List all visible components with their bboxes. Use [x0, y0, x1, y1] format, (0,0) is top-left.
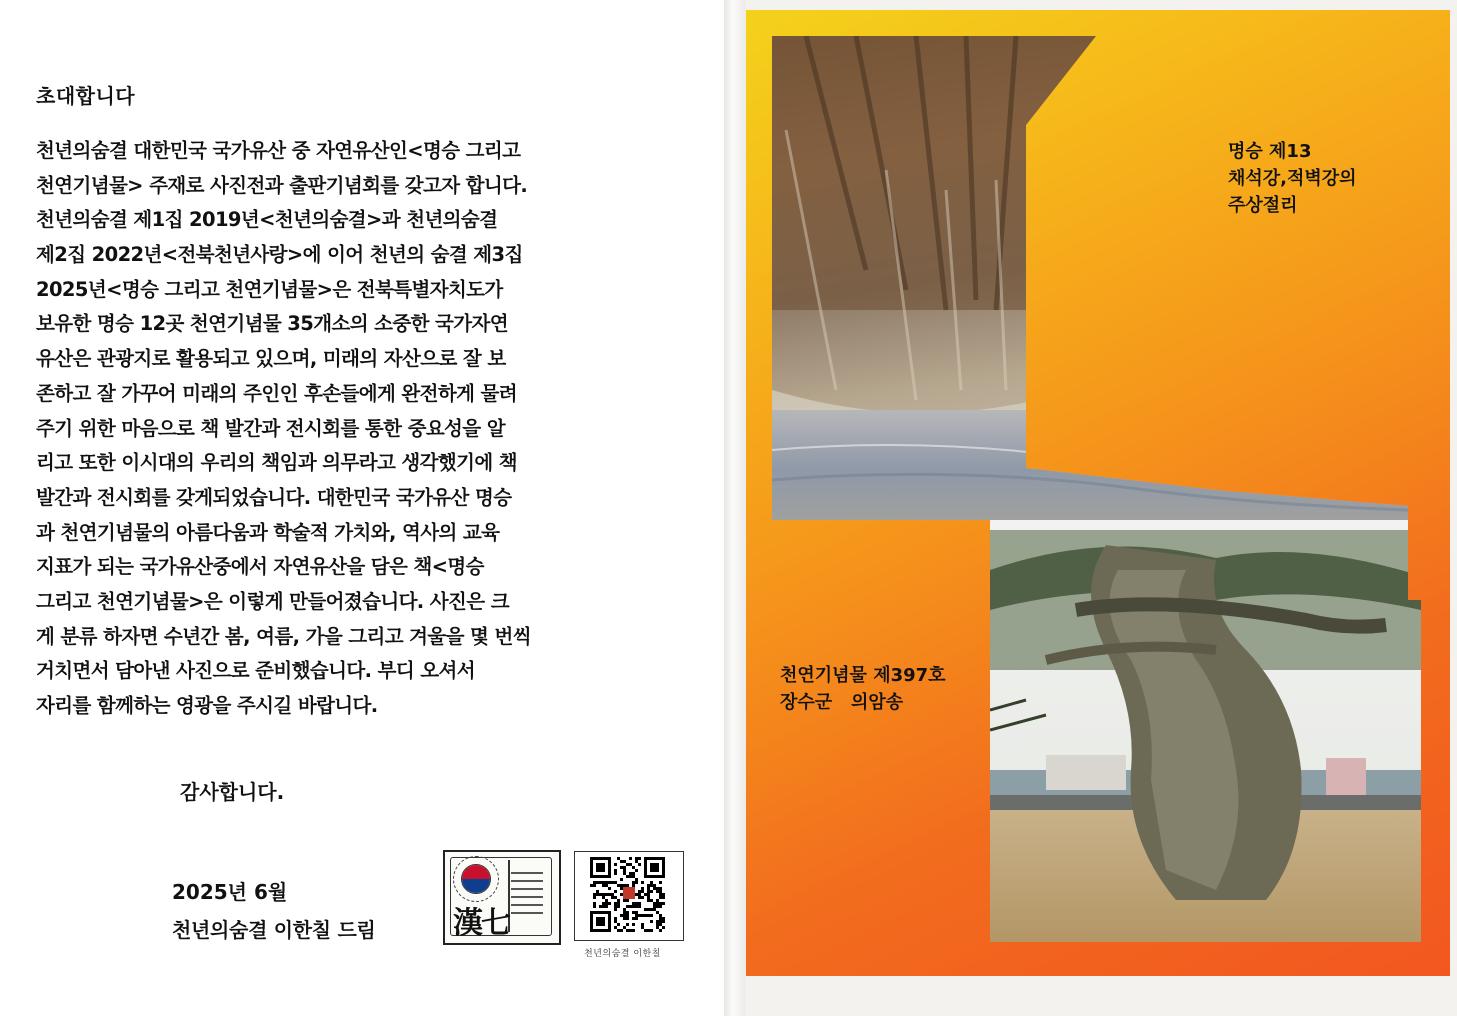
cliff-photo [746, 10, 1450, 530]
upper-caption-line: 명승 제13 [1228, 141, 1312, 162]
body-line: 보유한 명승 12곳 천연기념물 35개소의 소중한 국가자연 [36, 312, 508, 336]
lower-caption-line: 장수군 의암송 [780, 692, 904, 713]
taeguk-emblem-icon [461, 864, 491, 894]
lower-caption-line: 천연기념물 제397호 [780, 665, 946, 686]
body-line: 천연기념물> 주재로 사진전과 출판기념회를 갖고자 합니다. [36, 173, 528, 197]
body-line: 게 분류 하자면 수년간 봄, 여름, 가을 그리고 겨울을 몇 번씩 [36, 624, 531, 648]
body-line: 그리고 천연기념물>은 이렇게 만들어졌습니다. 사진은 크 [36, 589, 509, 613]
body-line: 천년의숨결 대한민국 국가유산 중 자연유산인<명승 그리고 [36, 139, 521, 162]
seal-characters: 漢七 [453, 906, 509, 941]
invitation-body [36, 134, 696, 724]
qr-code[interactable] [574, 851, 684, 941]
body-line: 2025년<명승 그리고 천연기념물>은 전북특별자치도가 [36, 277, 503, 301]
body-line: 리고 또한 이시대의 우리의 책임과 의무라고 생각했기에 책 [36, 451, 518, 475]
body-line: 지표가 되는 국가유산중에서 자연유산을 담은 책<명승 [36, 555, 484, 579]
right-page [746, 10, 1450, 976]
qr-caption: 천년의숨결 이한칠 [584, 949, 661, 959]
pine-tree-photo [990, 510, 1430, 950]
body-line: 과 천연기념물의 아름다움과 학술적 가치와, 역사의 교육 [36, 520, 500, 544]
body-line: 주기 위한 마음으로 책 발간과 전시회를 통한 중요성을 알 [36, 416, 505, 440]
left-page [0, 0, 724, 1016]
body-line: 유산은 관광지로 활용되고 있으며, 미래의 자산으로 잘 보 [36, 347, 506, 371]
body-line: 발간과 전시회를 갖게되었습니다. 대한민국 국가유산 명승 [36, 485, 512, 509]
card-fold [724, 0, 746, 1016]
invitation-heading: 초대합니다 [36, 84, 136, 108]
body-line: 제2집 2022년<전북천년사랑>에 이어 천년의 숨결 제3집 [36, 243, 523, 267]
body-line: 존하고 잘 가꾸어 미래의 주인인 후손들에게 완전하게 물려 [36, 381, 518, 405]
upper-caption-line: 주상절리 [1228, 195, 1298, 216]
upper-caption [1228, 138, 1357, 219]
body-line: 천년의숨결 제1집 2019년<천년의숨결>과 천년의숨결 [36, 208, 498, 232]
thanks-text: 감사합니다. [180, 780, 285, 804]
qr-code-icon [585, 857, 671, 935]
body-line: 자리를 함께하는 영광을 주시길 바랍니다. [36, 694, 378, 717]
seal-inscription [511, 866, 543, 928]
upper-caption-line: 채석강,적벽강의 [1228, 168, 1357, 189]
lower-caption [780, 662, 946, 716]
body-line: 거치면서 담아낸 사진으로 준비했습니다. 부디 오셔서 [36, 659, 475, 683]
signature-date: 2025년 6월 [172, 880, 288, 904]
signature-name: 천년의숨결 이한칠 드림 [172, 918, 376, 942]
seal-stamp [443, 850, 561, 945]
